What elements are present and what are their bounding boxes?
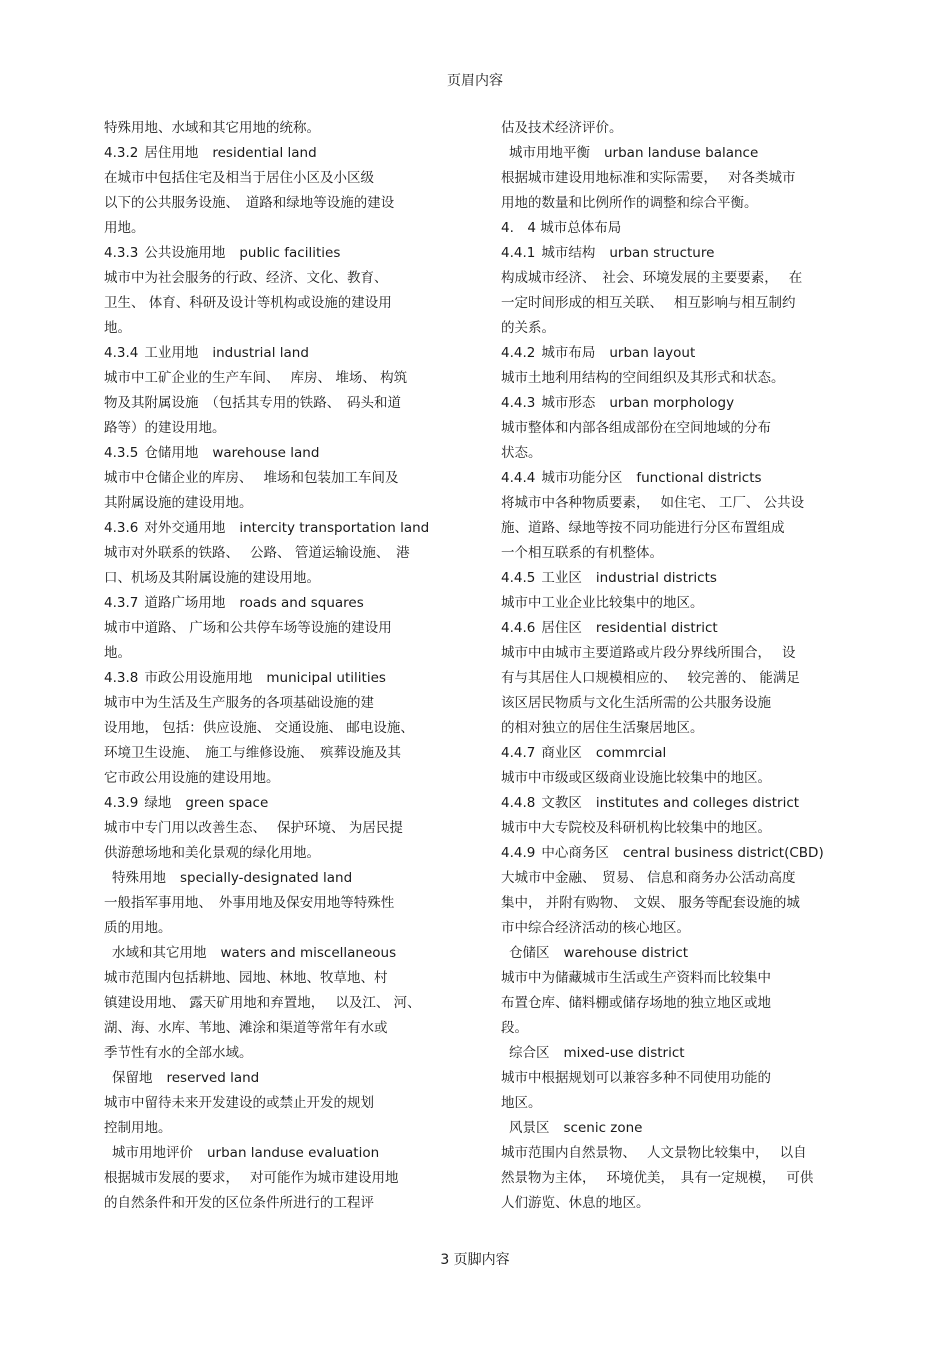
term-english: reserved land [166, 1070, 260, 1086]
term-chinese: 保留地 [112, 1070, 153, 1086]
glossary-entry [501, 1116, 846, 1216]
term-chinese: 对外交通用地 [144, 520, 226, 536]
left-column [104, 116, 454, 1216]
definition-line: 城市中留待未来开发建设的或禁止开发的规划 [104, 1095, 374, 1111]
term-chinese: 仓储区 [509, 945, 550, 961]
glossary-entry [104, 1066, 454, 1141]
definition-line: 城市对外联系的铁路、 公路、 管道运输设施、 港 [104, 545, 410, 561]
glossary-entry [501, 841, 846, 941]
glossary-entry [104, 516, 454, 591]
term-line [104, 866, 454, 891]
definition-line: 城市中大专院校及科研机构比较集中的地区。 [501, 820, 771, 836]
definition-line: 构成城市经济、 社会、环境发展的主要要素， 在 [501, 270, 803, 286]
term-line [501, 141, 846, 166]
definition-line: 湖、海、水库、苇地、滩涂和渠道等常年有水或 [104, 1020, 388, 1036]
definition-line: 一个相互联系的有机整体。 [501, 545, 663, 561]
term-line [104, 441, 454, 466]
term-english: central business district(CBD) [622, 845, 824, 861]
glossary-entry [501, 141, 846, 216]
definition-line: 的自然条件和开发的区位条件所进行的工程评 [104, 1195, 374, 1211]
glossary-entry [501, 741, 846, 791]
term-english: mixed-use district [563, 1045, 685, 1061]
definition-line: 在城市中包括住宅及相当于居住小区及小区级 [104, 170, 374, 186]
definition-line: 的相对独立的居住生活聚居地区。 [501, 720, 704, 736]
term-english: specially-designated land [180, 870, 353, 886]
glossary-entry [104, 341, 454, 441]
term-line [104, 791, 454, 816]
definition-line: 市中综合经济活动的核心地区。 [501, 920, 690, 936]
definition-line: 口、机场及其附属设施的建设用地。 [104, 570, 320, 586]
term-chinese: 文教区 [541, 795, 582, 811]
definition-line: 城市中根据规划可以兼容多种不同使用功能的 [501, 1070, 771, 1086]
glossary-entry [501, 341, 846, 391]
term-line [104, 666, 454, 691]
definition-line: 集中， 并附有购物、 文娱、 服务等配套设施的城 [501, 895, 800, 911]
definition-line: 城市中为储藏城市生活或生产资料而比较集中 [501, 970, 771, 986]
term-line [104, 1066, 454, 1091]
definition-line: 季节性有水的全部水域。 [104, 1045, 253, 1061]
term-english: roads and squares [239, 595, 364, 611]
term-chinese: 市政公用设施用地 [144, 670, 253, 686]
term-line [501, 791, 846, 816]
definition-line: 城市中市级或区级商业设施比较集中的地区。 [501, 770, 771, 786]
term-chinese: 仓储用地 [144, 445, 199, 461]
definition-line: 地。 [104, 320, 131, 336]
glossary-entry [501, 216, 846, 241]
term-number: 4.3.4 [104, 345, 139, 361]
term-english: commrcial [595, 745, 667, 761]
term-english: urban landuse balance [604, 145, 759, 161]
term-english: institutes and colleges district [595, 795, 800, 811]
term-line [104, 141, 454, 166]
definition-line: 地。 [104, 645, 131, 661]
term-number: 4.3.7 [104, 595, 139, 611]
term-chinese: 中心商务区 [541, 845, 609, 861]
term-chinese: 工业区 [541, 570, 582, 586]
glossary-entry [104, 791, 454, 866]
term-english: functional districts [636, 470, 762, 486]
term-number: 4.4.2 [501, 345, 536, 361]
definition-line: 城市范围内包括耕地、园地、林地、牧草地、村 [104, 970, 388, 986]
glossary-entry [501, 616, 846, 741]
definition-line: 人们游览、休息的地区。 [501, 1195, 650, 1211]
term-line [501, 566, 846, 591]
glossary-entry [501, 791, 846, 841]
definition-line: 卫生、 体育、科研及设计等机构或设施的建设用 [104, 295, 392, 311]
definition-line: 物及其附属设施 （包括其专用的铁路、 码头和道 [104, 395, 401, 411]
term-english: urban landuse evaluation [207, 1145, 380, 1161]
definition-line: 该区居民物质与文化生活所需的公共服务设施 [501, 695, 771, 711]
term-chinese: 公共设施用地 [144, 245, 226, 261]
definition-line: 设用地， 包括：供应设施、 交通设施、 邮电设施、 [104, 720, 414, 736]
term-chinese: 工业用地 [144, 345, 199, 361]
term-english: warehouse district [563, 945, 689, 961]
term-chinese: 居住区 [541, 620, 582, 636]
term-chinese: 道路广场用地 [144, 595, 226, 611]
glossary-entry [104, 441, 454, 516]
term-english: industrial districts [595, 570, 717, 586]
glossary-entry [501, 241, 846, 341]
definition-line: 环境卫生设施、 施工与维修设施、 殡葬设施及其 [104, 745, 401, 761]
term-number: 4.4.5 [501, 570, 536, 586]
term-number: 4.4.7 [501, 745, 536, 761]
term-english: urban structure [609, 245, 715, 261]
term-chinese: 特殊用地 [112, 870, 166, 886]
term-line [104, 341, 454, 366]
term-english: municipal utilities [266, 670, 386, 686]
right-column [501, 116, 846, 1216]
term-number: 4.3.6 [104, 520, 139, 536]
term-line [501, 341, 846, 366]
definition-line: 它市政公用设施的建设用地。 [104, 770, 280, 786]
term-line [501, 391, 846, 416]
term-number: 4.3.9 [104, 795, 139, 811]
term-line [501, 1116, 846, 1141]
term-number: 4.3.5 [104, 445, 139, 461]
definition-line: 城市中专门用以改善生态、 保护环境、 为居民提 [104, 820, 403, 836]
term-english: public facilities [239, 245, 341, 261]
definition-line: 城市中为社会服务的行政、经济、文化、教育、 [104, 270, 388, 286]
term-english: intercity transportation land [239, 520, 430, 536]
glossary-entry [501, 466, 846, 566]
definition-line: 质的用地。 [104, 920, 172, 936]
term-chinese: 商业区 [541, 745, 582, 761]
term-line [104, 1141, 454, 1166]
term-chinese: 城市布局 [541, 345, 596, 361]
term-chinese: 水域和其它用地 [112, 945, 207, 961]
term-line [501, 466, 846, 491]
term-number: 4.4.1 [501, 245, 536, 261]
term-english: residential district [595, 620, 718, 636]
definition-line: 根据城市建设用地标准和实际需要， 对各类城市 [501, 170, 796, 186]
definition-line: 特殊用地、水域和其它用地的统称。 [104, 120, 320, 136]
definition-line: 施、道路、绿地等按不同功能进行分区布置组成 [501, 520, 785, 536]
term-number: 4.3.3 [104, 245, 139, 261]
glossary-entry [501, 1041, 846, 1116]
term-chinese: 风景区 [509, 1120, 550, 1136]
definition-line: 段。 [501, 1020, 528, 1036]
term-english: warehouse land [212, 445, 320, 461]
definition-line: 控制用地。 [104, 1120, 172, 1136]
page-footer: 3 页脚内容 [440, 1252, 510, 1268]
definition-line: 地区。 [501, 1095, 542, 1111]
term-line [104, 591, 454, 616]
definition-line: 以下的公共服务设施、 道路和绿地等设施的建设 [104, 195, 395, 211]
definition-line: 城市土地利用结构的空间组织及其形式和状态。 [501, 370, 785, 386]
term-line [501, 741, 846, 766]
definition-line: 一定时间形成的相互关联、 相互影响与相互制约 [501, 295, 796, 311]
term-line [104, 941, 454, 966]
term-number: 4.3.8 [104, 670, 139, 686]
definition-line: 根据城市发展的要求， 对可能作为城市建设用地 [104, 1170, 399, 1186]
page-header: 页眉内容 [447, 73, 503, 89]
glossary-entry [104, 866, 454, 941]
term-line [501, 1041, 846, 1066]
definition-line: 城市中为生活及生产服务的各项基础设施的建 [104, 695, 374, 711]
term-number: 4.4.4 [501, 470, 536, 486]
definition-line: 布置仓库、储料棚或储存场地的独立地区或地 [501, 995, 771, 1011]
term-line [501, 841, 846, 866]
term-line [104, 241, 454, 266]
glossary-entry [104, 141, 454, 241]
definition-line: 镇建设用地、 露天矿用地和弃置地， 以及江、 河、 [104, 995, 421, 1011]
definition-line: 其附属设施的建设用地。 [104, 495, 253, 511]
term-english: residential land [212, 145, 317, 161]
term-english: urban layout [609, 345, 696, 361]
glossary-entry [501, 391, 846, 466]
definition-line: 城市中道路、 广场和公共停车场等设施的建设用 [104, 620, 392, 636]
definition-line: 用地。 [104, 220, 145, 236]
glossary-entry [104, 941, 454, 1066]
section-heading: 4. 4 城市总体布局 [501, 220, 622, 236]
term-line [104, 516, 454, 541]
definition-line: 状态。 [501, 445, 542, 461]
term-english: urban morphology [609, 395, 735, 411]
term-chinese: 城市结构 [541, 245, 596, 261]
definition-line: 城市范围内自然景物、 人文景物比较集中， 以自 [501, 1145, 807, 1161]
glossary-entry [104, 116, 454, 141]
definition-line: 路等）的建设用地。 [104, 420, 226, 436]
term-chinese: 城市用地平衡 [509, 145, 590, 161]
term-number: 4.4.8 [501, 795, 536, 811]
definition-line: 城市中工业企业比较集中的地区。 [501, 595, 704, 611]
definition-line: 城市中工矿企业的生产车间、 库房、 堆场、 构筑 [104, 370, 408, 386]
glossary-entry [501, 116, 846, 141]
term-number: 4.4.9 [501, 845, 536, 861]
definition-line: 有与其居住人口规模相应的、 较完善的、 能满足 [501, 670, 800, 686]
definition-line: 城市中由城市主要道路或片段分界线所围合， 设 [501, 645, 796, 661]
definition-line: 城市中仓储企业的库房、 堆场和包装加工车间及 [104, 470, 399, 486]
term-chinese: 城市用地评价 [112, 1145, 193, 1161]
definition-line: 大城市中金融、 贸易、 信息和商务办公活动高度 [501, 870, 796, 886]
term-english: scenic zone [563, 1120, 643, 1136]
glossary-entry [104, 1141, 454, 1216]
glossary-entry [104, 666, 454, 791]
glossary-entry [501, 941, 846, 1041]
term-number: 4.3.2 [104, 145, 139, 161]
term-english: industrial land [212, 345, 309, 361]
term-chinese: 综合区 [509, 1045, 550, 1061]
definition-line: 用地的数量和比例所作的调整和综合平衡。 [501, 195, 758, 211]
term-chinese: 城市形态 [541, 395, 596, 411]
term-english: green space [185, 795, 269, 811]
glossary-entry [501, 566, 846, 616]
definition-line: 然景物为主体， 环境优美， 具有一定规模， 可供 [501, 1170, 814, 1186]
definition-line: 将城市中各种物质要素， 如住宅、 工厂、 公共设 [501, 495, 805, 511]
term-chinese: 绿地 [144, 795, 172, 811]
term-chinese: 居住用地 [144, 145, 199, 161]
definition-line: 的关系。 [501, 320, 555, 336]
term-english: waters and miscellaneous [220, 945, 397, 961]
definition-line: 一般指军事用地、 外事用地及保安用地等特殊性 [104, 895, 395, 911]
term-line [501, 941, 846, 966]
term-number: 4.4.3 [501, 395, 536, 411]
term-number: 4.4.6 [501, 620, 536, 636]
glossary-entry [104, 591, 454, 666]
term-chinese: 城市功能分区 [541, 470, 623, 486]
definition-line: 城市整体和内部各组成部份在空间地域的分布 [501, 420, 771, 436]
definition-line: 估及技术经济评价。 [501, 120, 623, 136]
definition-line: 供游憩场地和美化景观的绿化用地。 [104, 845, 320, 861]
term-line [501, 616, 846, 641]
glossary-entry [104, 241, 454, 341]
term-line [501, 241, 846, 266]
